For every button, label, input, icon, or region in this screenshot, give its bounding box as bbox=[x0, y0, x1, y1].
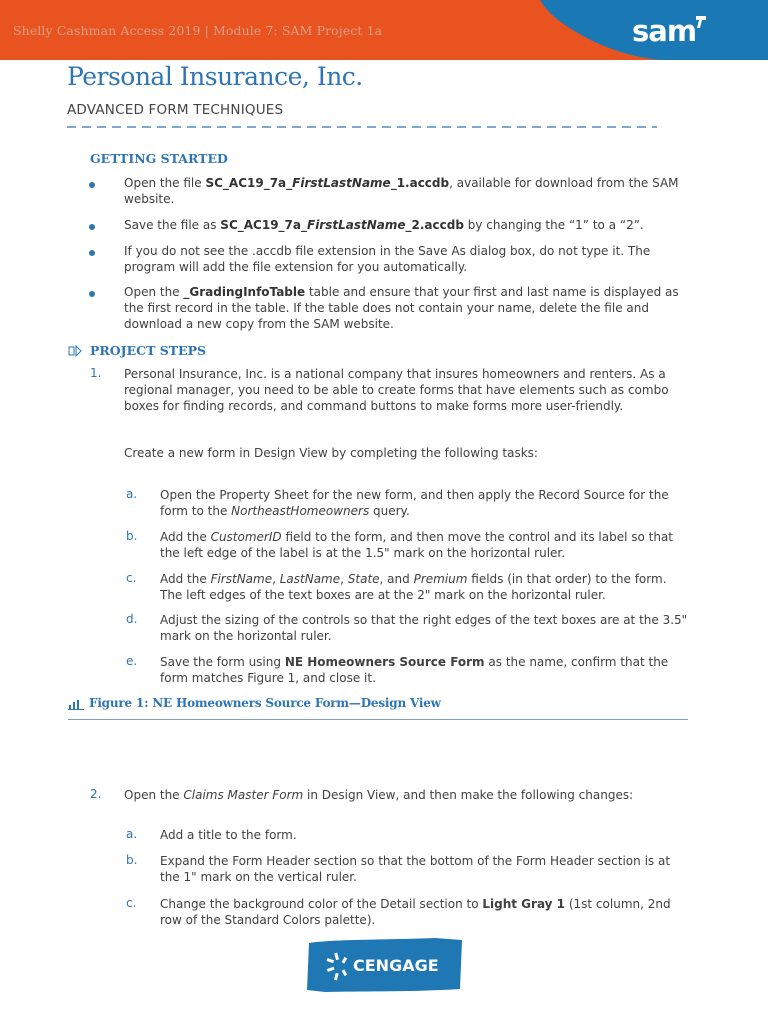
bullet-icon bbox=[89, 291, 95, 297]
step-1-text: Personal Insurance, Inc. is a national company that insures homeowners and renters. As a regional manager, you need to be able to create forms that have elements such as combo boxes for finding records, and command buttons to make forms more user-friendly. bbox=[124, 367, 669, 413]
task-letter: b. bbox=[126, 529, 138, 543]
steps-icon bbox=[68, 345, 82, 357]
figure-divider bbox=[68, 719, 688, 720]
project-steps-heading: PROJECT STEPS bbox=[90, 343, 207, 358]
task-1a-text: Open the Property Sheet for the new form, and then apply the Record Source for the form to the NortheastHomeowners query. bbox=[160, 488, 669, 518]
breadcrumb: Shelly Cashman Access 2019 | Module 7: SAM Project 1a bbox=[13, 23, 383, 38]
task-1d-text: Adjust the sizing of the controls so that the right edges of the text boxes are at the 3.5" mark on the horizontal ruler. bbox=[160, 613, 688, 643]
task-2a-text: Add a title to the form. bbox=[160, 828, 297, 842]
getting-started-item-4: Open the _GradingInfoTable table and ensure that your first and last name is displayed as the first record in the table. If the table does not contain your name, delete the file and download a new copy from the SAM website. bbox=[124, 285, 679, 331]
step-2-text: Open the Claims Master Form in Design View, and then make the following changes: bbox=[124, 788, 634, 802]
figure-1-caption: Figure 1: NE Homeowners Source Form—Design View bbox=[89, 696, 441, 710]
cengage-wordmark: CENGAGE bbox=[353, 956, 439, 975]
cengage-logo bbox=[305, 937, 464, 993]
step-number-1: 1. bbox=[90, 366, 102, 380]
task-1e-text: Save the form using NE Homeowners Source Form as the name, confirm that the form matches Figure 1, and close it. bbox=[160, 655, 669, 685]
figure-chart-icon bbox=[68, 698, 84, 710]
task-1c-text: Add the FirstName, LastName, State, and Premium fields (in that order) to the form. The left edges of the text boxes are at the 2" mark on the horizontal ruler. bbox=[160, 572, 667, 602]
sam-logo: sam bbox=[632, 14, 697, 48]
sam-logo-icon bbox=[694, 14, 708, 30]
task-letter: b. bbox=[126, 853, 138, 867]
step-number-2: 2. bbox=[90, 787, 102, 801]
task-letter: e. bbox=[126, 654, 138, 668]
bullet-icon bbox=[89, 250, 95, 256]
getting-started-heading: GETTING STARTED bbox=[90, 151, 228, 166]
dashed-divider bbox=[67, 124, 657, 130]
task-2b-text: Expand the Form Header section so that the bottom of the Form Header section is at the 1" mark on the vertical ruler. bbox=[160, 854, 671, 884]
getting-started-item-3: If you do not see the .accdb file extension in the Save As dialog box, do not type it. The program will add the file extension for you automatically. bbox=[124, 244, 651, 274]
task-1b-text: Add the CustomerID field to the form, and then move the control and its label so that the left edge of the label is at the 1.5" mark on the horizontal ruler. bbox=[160, 530, 673, 560]
document-subtitle: ADVANCED FORM TECHNIQUES bbox=[67, 102, 284, 118]
step-1-intro: Create a new form in Design View by completing the following tasks: bbox=[124, 446, 538, 460]
task-letter: a. bbox=[126, 487, 138, 501]
task-2c-text: Change the background color of the Detail section to Light Gray 1 (1st column, 2nd row of the Standard Colors palette). bbox=[160, 897, 671, 927]
bullet-icon bbox=[89, 182, 95, 188]
task-letter: c. bbox=[126, 896, 137, 910]
task-letter: d. bbox=[126, 612, 138, 626]
document-title: Personal Insurance, Inc. bbox=[67, 62, 363, 91]
getting-started-item-1: Open the file SC_AC19_7a_FirstLastName_1.accdb, available for download from the SAM website. bbox=[124, 176, 679, 206]
top-banner bbox=[0, 0, 768, 60]
getting-started-item-2: Save the file as SC_AC19_7a_FirstLastName_2.accdb by changing the “1” to a “2”. bbox=[124, 218, 644, 232]
task-letter: a. bbox=[126, 827, 138, 841]
task-letter: c. bbox=[126, 571, 137, 585]
bullet-icon bbox=[89, 224, 95, 230]
